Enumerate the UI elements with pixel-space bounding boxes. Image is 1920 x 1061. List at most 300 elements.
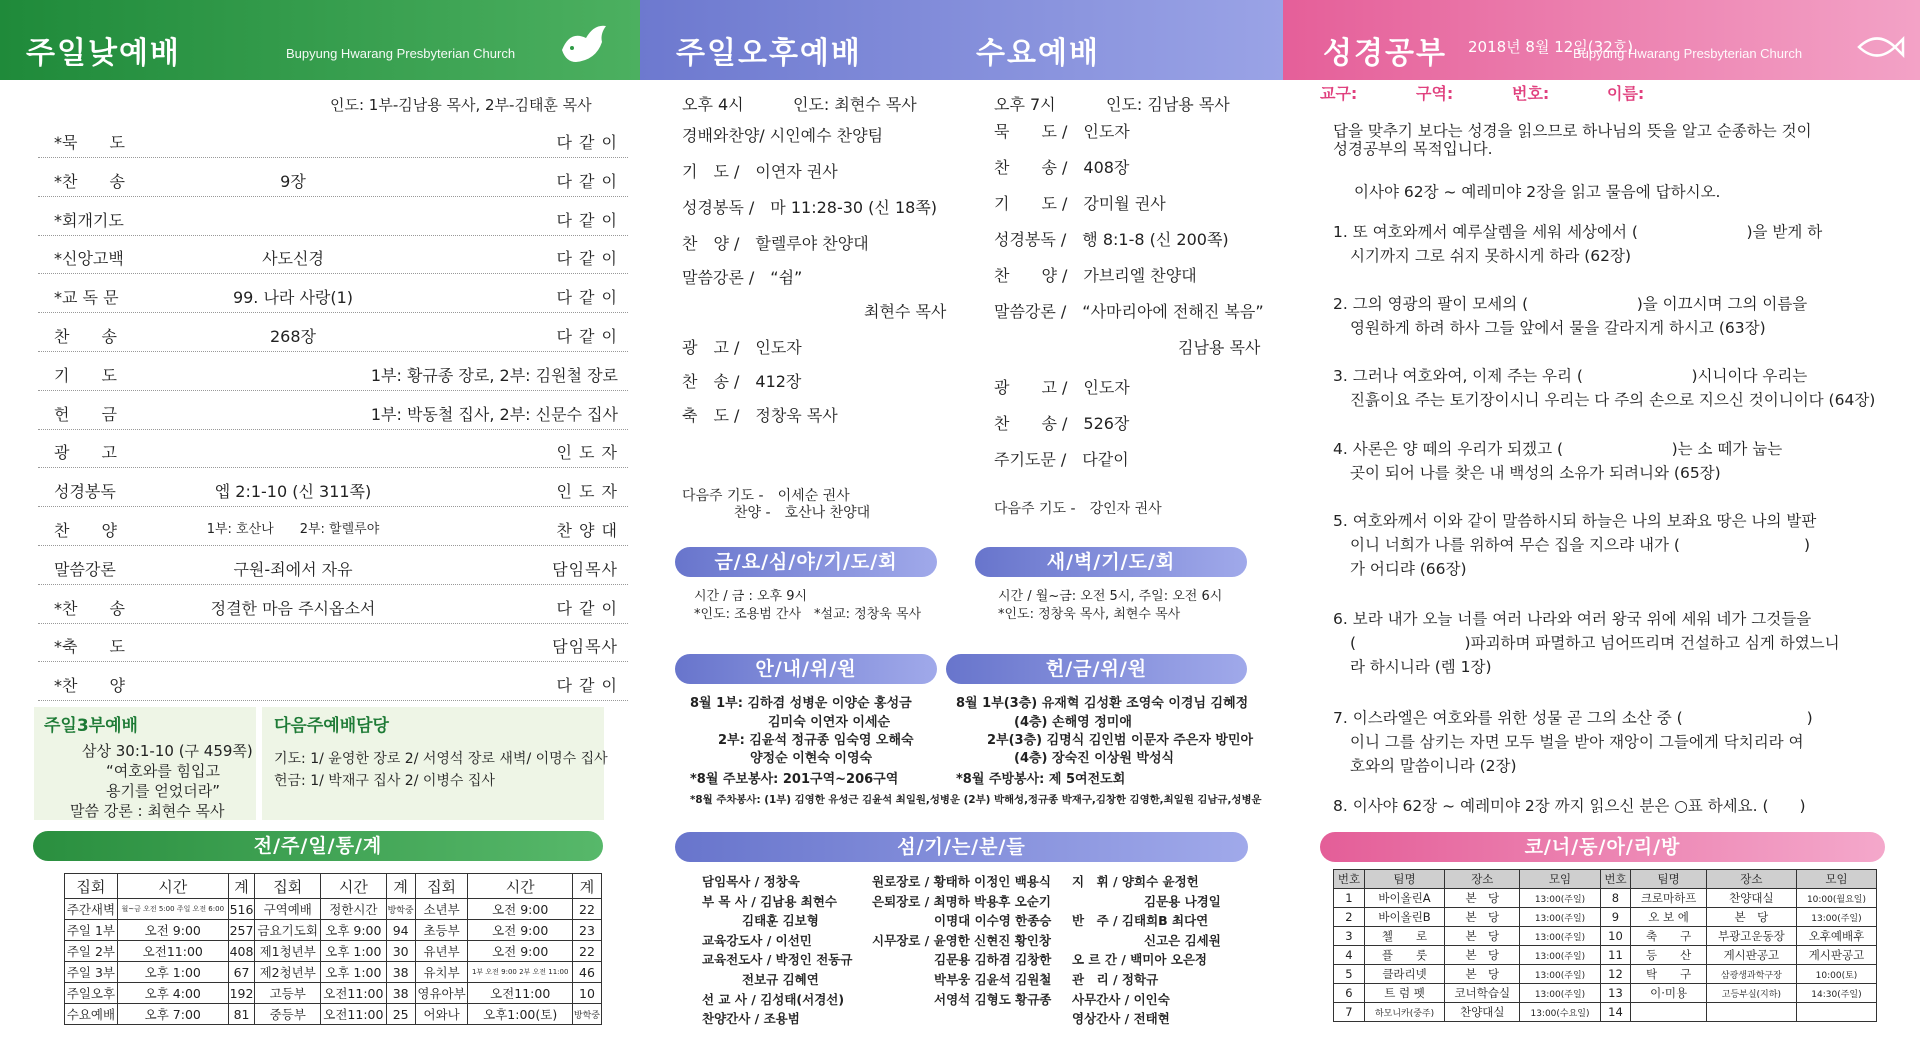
order-person: 담임목사 — [552, 559, 618, 579]
stats-header: 시간 — [321, 874, 387, 899]
club-cell: 10 — [1600, 927, 1631, 946]
order-content: 268장 — [270, 327, 316, 346]
afternoon-item: 찬 송 / 412장 — [682, 372, 802, 391]
offering-line: (4층) 장숙진 이상원 박성식 — [1014, 751, 1175, 766]
order-row — [38, 273, 628, 313]
wednesday-item: 주기도문 / 다같이 — [994, 450, 1129, 469]
stats-row — [65, 1004, 602, 1025]
afternoon-item: 경배와찬양/ 시인예수 찬양팀 — [682, 126, 884, 145]
wednesday-time: 오후 7시 — [994, 95, 1056, 114]
club-row — [1334, 1003, 1877, 1022]
stats-cell: 30 — [386, 941, 415, 962]
servant-line: 영상간사 / 전태현 — [1072, 1011, 1170, 1027]
next-week-title: 다음주예배담당 — [274, 716, 389, 736]
stats-cell: 46 — [572, 962, 601, 983]
stats-cell: 방학중 — [386, 899, 415, 920]
offering-line: *8월 주방봉사: 제 5여전도회 — [956, 772, 1126, 787]
stats-cell: 오후 7:00 — [117, 1004, 228, 1025]
stats-row — [65, 941, 602, 962]
question-line: 라 하시니라 (렘 1장) — [1350, 658, 1492, 676]
club-cell: 10:00(토) — [1796, 965, 1876, 984]
offering-line: (4층) 손해영 정미애 — [1014, 715, 1132, 730]
order-content: 1부: 호산나 2부: 할렐루야 — [206, 522, 380, 537]
order-name: *축 도 — [54, 637, 125, 657]
stats-cell: 오전 9:00 — [117, 920, 228, 941]
afternoon-item: 성경봉독 / 마 11:28-30 (신 18쪽) — [682, 198, 938, 217]
wednesday-item: 광 고 / 인도자 — [994, 378, 1130, 397]
stats-header: 시간 — [468, 874, 572, 899]
order-person: 다 같 이 — [556, 327, 618, 346]
club-header: 장소 — [1445, 870, 1520, 889]
club-cell: 13 — [1600, 984, 1631, 1003]
stats-cell: 오전 9:00 — [468, 899, 572, 920]
stats-cell: 94 — [386, 920, 415, 941]
stats-cell: 방학중 — [572, 1004, 601, 1025]
afternoon-title: 주일오후예배 — [676, 36, 862, 71]
intro-line: 성경공부의 목적입니다. — [1333, 140, 1493, 158]
question-line: 곳이 되어 나를 찾은 내 백성의 소유가 되려니와 (65장) — [1350, 464, 1721, 482]
club-cell: 크로마하프 — [1631, 889, 1706, 908]
stats-cell: 오전11:00 — [117, 941, 228, 962]
stats-cell: 주일오후 — [65, 983, 118, 1004]
club-cell: 14:30(주일) — [1796, 984, 1876, 1003]
order-content: 구원-죄에서 자유 — [233, 559, 353, 579]
club-header: 번호 — [1334, 870, 1365, 889]
order-row — [38, 196, 628, 236]
club-cell: 본 당 — [1445, 927, 1520, 946]
offering-committee-title: 헌/금/위/원 — [946, 654, 1247, 684]
question-line: 6. 보라 내가 오늘 너를 여러 나라와 여러 왕국 위에 세워 네가 그것들을 — [1333, 610, 1812, 628]
order-content: 99. 나라 사랑(1) — [232, 288, 354, 308]
stats-cell: 월~금 오전 5:00 주일 오전 6:00 — [117, 899, 228, 920]
club-cell: 본 당 — [1445, 965, 1520, 984]
club-header: 번호 — [1600, 870, 1631, 889]
servant-line: 은퇴장로 / 최명하 박용후 오순기 — [872, 893, 1051, 909]
order-row — [38, 506, 628, 546]
stats-cell: 주간새벽 — [65, 899, 118, 920]
club-cell: 오후예배후 — [1796, 927, 1876, 946]
question-line: 4. 사론은 양 떼의 우리가 되겠고 ( )는 소 떼가 눕는 — [1333, 440, 1783, 458]
servant-line: 찬양간사 / 조용범 — [702, 1011, 800, 1027]
club-cell: 13:00(주일) — [1520, 984, 1600, 1003]
club-cell: 14 — [1600, 1003, 1631, 1022]
question-line: ( )파괴하며 파멸하고 넘어뜨리며 건설하고 심게 하였느니 — [1350, 634, 1840, 652]
stats-cell: 25 — [386, 1004, 415, 1025]
order-row — [38, 312, 628, 352]
club-cell: 13:00(주일) — [1520, 889, 1600, 908]
order-person: 인 도 자 — [556, 443, 618, 463]
club-cell: 13:00(주일) — [1520, 946, 1600, 965]
servant-line: 교육전도사 / 박정인 전동규 — [702, 952, 853, 968]
wednesday-item: 기 도 / 강미월 권사 — [994, 194, 1166, 213]
dove-icon — [556, 20, 610, 68]
bible-title: 성경공부 — [1323, 36, 1447, 71]
club-table — [1333, 869, 1877, 1022]
offering-line: 8월 1부(3층) 유재혁 김성환 조영숙 이경님 김혜정 — [956, 696, 1249, 711]
stats-cell: 516 — [228, 899, 255, 920]
stats-cell: 38 — [386, 983, 415, 1004]
order-name: 말씀강론 — [54, 559, 116, 579]
servant-line: 반 주 / 김태희B 최다연 — [1072, 913, 1209, 929]
wednesday-item: 성경봉독 / 행 8:1-8 (신 200쪽) — [994, 230, 1229, 249]
stats-cell: 오후 9:00 — [321, 920, 387, 941]
wednesday-leader: 인도: 김남용 목사 — [1106, 95, 1230, 114]
stats-cell: 제1청년부 — [255, 941, 321, 962]
club-cell: 10:00(월요일) — [1796, 889, 1876, 908]
stats-cell: 주일 1부 — [65, 920, 118, 941]
servant-line: 서영석 김형도 황규종 — [934, 991, 1052, 1007]
club-cell: 찬양대실 — [1706, 889, 1796, 908]
order-person: 다 같 이 — [556, 676, 618, 696]
stats-cell: 오전11:00 — [321, 983, 387, 1004]
question-line: 7. 이스라엘은 여호와를 위한 성물 곧 그의 소산 중 ( ) — [1333, 709, 1813, 727]
field-name: 이름: — [1607, 84, 1645, 103]
order-content: 9장 — [280, 171, 306, 191]
header-bible — [1283, 0, 1920, 80]
stats-header: 집회 — [255, 874, 321, 899]
stats-cell: 오전11:00 — [468, 983, 572, 1004]
order-person: 다 같 이 — [556, 210, 618, 230]
servants-title: 섬/기/는/분/들 — [675, 832, 1248, 862]
order-person: 인 도 자 — [556, 482, 618, 502]
stats-row — [65, 920, 602, 941]
club-cell: 플 룻 — [1364, 946, 1444, 965]
stats-cell: 오전11:00 — [321, 1004, 387, 1025]
order-name: *찬 송 — [54, 171, 125, 191]
church-name-2: Bupyung Hwarang Presbyterian Church — [1573, 46, 1803, 61]
stats-cell: 23 — [572, 920, 601, 941]
wednesday-item: 찬 송 / 408장 — [994, 158, 1130, 177]
club-cell — [1706, 1003, 1796, 1022]
club-cell — [1631, 1003, 1706, 1022]
field-number: 번호: — [1512, 84, 1550, 103]
question-line: 2. 그의 영광의 팔이 모세의 ( )을 이끄시며 그의 이름을 — [1333, 295, 1808, 313]
club-cell: 찬양대실 — [1445, 1003, 1520, 1022]
club-cell: 트 럼 펫 — [1364, 984, 1444, 1003]
order-name: 헌 금 — [54, 404, 117, 424]
order-name: 성경봉독 — [54, 482, 116, 502]
order-row — [38, 622, 628, 662]
wednesday-item: 찬 송 / 526장 — [994, 414, 1130, 433]
stats-cell: 오후 1:00 — [321, 941, 387, 962]
order-content: 엡 2:1-10 (신 311쪽) — [214, 482, 372, 502]
afternoon-next-prayer: 다음주 기도 - 이세순 권사 — [682, 488, 850, 504]
stats-header: 집회 — [65, 874, 118, 899]
wednesday-item: 김남용 목사 — [1178, 338, 1261, 357]
club-row — [1334, 927, 1877, 946]
club-cell: 등 산 — [1631, 946, 1706, 965]
club-cell: 코너학습실 — [1445, 984, 1520, 1003]
club-cell: 3 — [1334, 927, 1365, 946]
club-cell: 게시판공고 — [1706, 946, 1796, 965]
afternoon-item: 광 고 / 인도자 — [682, 338, 802, 357]
club-cell: 이·미용 — [1631, 984, 1706, 1003]
club-row — [1334, 946, 1877, 965]
order-row — [38, 390, 628, 430]
club-cell: 고등부실(지하) — [1706, 984, 1796, 1003]
servant-line: 오 르 간 / 백미아 오은정 — [1072, 952, 1207, 968]
order-name: *묵 도 — [54, 133, 125, 152]
order-name: 찬 양 — [54, 521, 117, 540]
stats-row — [65, 983, 602, 1004]
stats-cell: 22 — [572, 941, 601, 962]
field-section: 구역: — [1416, 84, 1454, 103]
stats-cell: 소년부 — [415, 899, 468, 920]
afternoon-next-praise: 찬양 - 호산나 찬양대 — [734, 505, 871, 521]
field-district: 교구: — [1320, 84, 1358, 103]
club-cell: 1 — [1334, 889, 1365, 908]
question-line: 가 어디랴 (66장) — [1350, 560, 1467, 578]
servant-line: 사무간사 / 이인숙 — [1072, 991, 1170, 1007]
fish-icon — [1855, 32, 1905, 62]
stats-cell: 제2청년부 — [255, 962, 321, 983]
stats-header: 시간 — [117, 874, 228, 899]
order-row — [38, 545, 628, 585]
friday-leaders: *인도: 조용범 간사 *설교: 정창욱 목사 — [694, 607, 922, 622]
club-cell: 탁 구 — [1631, 965, 1706, 984]
club-cell: 2 — [1334, 908, 1365, 927]
stats-cell: 오전 9:00 — [468, 941, 572, 962]
stats-cell: 408 — [228, 941, 255, 962]
club-cell: 하모니카(중주) — [1364, 1003, 1444, 1022]
club-cell: 삼광생과학구장 — [1706, 965, 1796, 984]
dawn-prayer-title: 새/벽/기/도/회 — [975, 547, 1247, 577]
friday-prayer-title: 금/요/심/야/기/도/회 — [675, 547, 937, 577]
wednesday-item: 묵 도 / 인도자 — [994, 122, 1130, 141]
question-line: 1. 또 여호와께서 예루살렘을 세워 세상에서 ( )을 받게 하 — [1333, 223, 1823, 241]
order-person: 다 같 이 — [556, 249, 618, 269]
order-name: 찬 송 — [54, 327, 117, 346]
stats-cell: 오후 1:00 — [321, 962, 387, 983]
stats-cell: 금요기도회 — [255, 920, 321, 941]
third-line: 말씀 강론 : 최현수 목사 — [70, 802, 225, 820]
stats-cell: 오전 9:00 — [468, 920, 572, 941]
club-cell: 게시판공고 — [1796, 946, 1876, 965]
club-cell: 바이올린A — [1364, 889, 1444, 908]
stats-cell: 192 — [228, 983, 255, 1004]
club-cell: 13:00(주일) — [1520, 965, 1600, 984]
stats-cell: 구역예배 — [255, 899, 321, 920]
afternoon-item: 최현수 목사 — [864, 302, 947, 321]
servant-line: 박부웅 김윤석 김원철 — [934, 972, 1052, 987]
club-cell: 본 당 — [1706, 908, 1796, 927]
stats-cell: 주일 3부 — [65, 962, 118, 983]
intro-line: 답을 맞추기 보다는 성경을 읽으므로 하나님의 뜻을 알고 순종하는 것이 — [1333, 122, 1812, 140]
stats-cell: 1부 오전 9:00 2부 오전 11:00 — [468, 962, 572, 983]
question-line: 이니 그를 삼키는 자면 모두 벌을 받아 재앙이 그들에게 닥치리라 여 — [1350, 733, 1804, 751]
question-line: 영원하게 하려 하사 그들 앞에서 물을 갈라지게 하시고 (63장) — [1350, 319, 1766, 337]
stats-cell: 정한시간 — [321, 899, 387, 920]
stats-cell: 257 — [228, 920, 255, 941]
order-row — [38, 157, 628, 197]
order-person: 담임목사 — [552, 637, 618, 657]
club-cell: 8 — [1600, 889, 1631, 908]
servant-line: 교육강도사 / 이선민 — [702, 932, 812, 948]
stats-cell: 수요예배 — [65, 1004, 118, 1025]
club-title: 코/너/동/아/리/방 — [1320, 832, 1885, 862]
stats-cell: 38 — [386, 962, 415, 983]
club-cell: 클라리넷 — [1364, 965, 1444, 984]
wednesday-item: 말씀강론 / “사마리아에 전해진 복음” — [994, 302, 1264, 321]
order-row — [38, 118, 628, 158]
club-cell: 13:00(수요일) — [1520, 1003, 1600, 1022]
afternoon-item: 기 도 / 이연자 권사 — [682, 162, 838, 181]
guide-line: *8월 주보봉사: 201구역~206구역 — [690, 772, 899, 787]
third-line: 용기를 얻었더라” — [106, 782, 220, 800]
stats-header: 계 — [228, 874, 255, 899]
club-row — [1334, 908, 1877, 927]
guide-line: 8월 1부: 김하겸 성병운 이양순 홍성금 — [690, 696, 912, 711]
club-row — [1334, 965, 1877, 984]
stats-header: 계 — [386, 874, 415, 899]
servant-line: 담임목사 / 정창욱 — [702, 874, 800, 889]
stats-cell: 유치부 — [415, 962, 468, 983]
stats-cell: 중등부 — [255, 1004, 321, 1025]
service-leaders: 인도: 1부-김남용 목사, 2부-김태훈 목사 — [330, 96, 592, 114]
stats-cell: 고등부 — [255, 983, 321, 1004]
issue-date: 2018년 8월 12일(32호) — [1468, 38, 1634, 56]
club-header: 모임 — [1796, 870, 1876, 889]
stats-cell: 초등부 — [415, 920, 468, 941]
stats-row — [65, 962, 602, 983]
servant-line: 전보규 김혜연 — [742, 972, 819, 987]
club-cell: 4 — [1334, 946, 1365, 965]
afternoon-item: 말씀강론 / “쉼” — [682, 268, 803, 287]
guide-committee-title: 안/내/위/원 — [675, 654, 937, 684]
order-person: 1부: 황규종 장로, 2부: 김원철 장로 — [370, 365, 618, 385]
third-line: “여호와를 힘입고 — [106, 762, 220, 780]
order-row — [38, 234, 628, 274]
wednesday-title: 수요예배 — [976, 36, 1100, 71]
stats-cell: 영유아부 — [415, 983, 468, 1004]
order-person: 다 같 이 — [556, 598, 618, 618]
header-sunday — [0, 0, 640, 80]
servant-line: 시무장로 / 윤영한 신현진 황인창 — [872, 932, 1051, 948]
servant-line: 선 교 사 / 김성태(서경선) — [702, 991, 845, 1007]
stats-row — [65, 899, 602, 920]
club-cell: 11 — [1600, 946, 1631, 965]
club-row — [1334, 984, 1877, 1003]
guide-line: *8월 주차봉사: (1부) 김영한 유성근 김윤석 최일원,성병운 (2부) 박해성,정규종 박재구,김창한 김영한,최일원 김남규,성병운 — [690, 794, 1262, 806]
club-cell: 본 당 — [1445, 889, 1520, 908]
stats-title: 전/주/일/통/계 — [33, 831, 603, 861]
order-row — [38, 428, 628, 468]
question-line: 시기까지 그로 쉬지 못하시게 하라 (62장) — [1350, 247, 1632, 265]
afternoon-item: 축 도 / 정창욱 목사 — [682, 406, 838, 425]
club-cell: 6 — [1334, 984, 1365, 1003]
third-line: 삼상 30:1-10 (구 459쪽) — [82, 742, 253, 760]
question-line: 진흙이요 주는 토기장이시니 우리는 다 주의 손으로 지으신 것이니이다 (64장) — [1350, 391, 1876, 409]
club-cell: 부광고운동장 — [1706, 927, 1796, 946]
servant-line: 김문용 김하겸 김창한 — [934, 952, 1052, 968]
question-line: 5. 여호와께서 이와 같이 말씀하시되 하늘은 나의 보좌요 땅은 나의 발판 — [1333, 512, 1817, 530]
club-cell: 12 — [1600, 965, 1631, 984]
stats-cell: 22 — [572, 899, 601, 920]
stats-cell: 오후1:00(토) — [468, 1004, 572, 1025]
servant-line: 김문용 나경일 — [1144, 893, 1221, 909]
order-name: *회개기도 — [54, 210, 124, 230]
club-cell: 13:00(주일) — [1520, 927, 1600, 946]
order-name: 광 고 — [54, 443, 117, 463]
club-cell: 9 — [1600, 908, 1631, 927]
order-name: *찬 송 — [54, 598, 125, 618]
third-service-title: 주일3부예배 — [44, 716, 138, 736]
servant-line: 원로장로 / 황태하 이정인 백용식 — [872, 874, 1051, 889]
stats-cell: 81 — [228, 1004, 255, 1025]
friday-time: 시간 / 금 : 오후 9시 — [694, 589, 808, 604]
club-header: 팀명 — [1364, 870, 1444, 889]
afternoon-time: 오후 4시 — [682, 95, 744, 114]
stats-cell: 오후 4:00 — [117, 983, 228, 1004]
club-cell: 축 구 — [1631, 927, 1706, 946]
club-cell: 13:00(주일) — [1520, 908, 1600, 927]
club-cell: 7 — [1334, 1003, 1365, 1022]
order-name: *교 독 문 — [54, 288, 119, 308]
stats-cell: 주일 2부 — [65, 941, 118, 962]
next-week-line: 기도: 1/ 윤영한 장로 2/ 서영석 장로 새벽/ 이명수 집사 — [274, 751, 608, 767]
club-cell: 바이올린B — [1364, 908, 1444, 927]
club-header: 장소 — [1706, 870, 1796, 889]
guide-line: 김미숙 이연자 이세순 — [768, 715, 891, 730]
order-row — [38, 661, 628, 701]
club-cell: 본 당 — [1445, 946, 1520, 965]
club-cell — [1796, 1003, 1876, 1022]
wednesday-item: 찬 양 / 가브리엘 찬양대 — [994, 266, 1197, 285]
church-name: Bupyung Hwarang Presbyterian Church — [286, 46, 516, 61]
question-line: 8. 이사야 62장 ~ 예레미야 2장 까지 읽으신 분은 ○표 하세요. ( ) — [1333, 797, 1806, 815]
order-row — [38, 584, 628, 624]
guide-line: 2부: 김윤석 정규종 임숙영 오해숙 — [718, 733, 914, 748]
stats-header: 계 — [572, 874, 601, 899]
stats-cell: 어와나 — [415, 1004, 468, 1025]
servant-line: 부 목 사 / 김남용 최현수 — [702, 893, 837, 909]
instruction: 이사야 62장 ~ 예레미야 2장을 읽고 물음에 답하시오. — [1354, 183, 1721, 201]
question-line: 3. 그러나 여호와여, 이제 주는 우리 ( )시니이다 우리는 — [1333, 367, 1808, 385]
order-name: 기 도 — [54, 365, 117, 385]
offering-line: 2부(3층) 김명식 김인범 이문자 주은자 방민아 — [987, 733, 1254, 748]
order-content: 정결한 마음 주시옵소서 — [210, 598, 376, 618]
club-cell: 5 — [1334, 965, 1365, 984]
club-cell: 오 보 에 — [1631, 908, 1706, 927]
order-name: *찬 양 — [54, 676, 125, 696]
club-row — [1334, 889, 1877, 908]
order-name: *신앙고백 — [54, 249, 124, 269]
servant-line: 관 리 / 정학규 — [1072, 972, 1159, 987]
dawn-time: 시간 / 월~금: 오전 5시, 주일: 오전 6시 — [998, 589, 1223, 604]
attendance-table — [64, 873, 602, 1025]
club-cell: 본 당 — [1445, 908, 1520, 927]
stats-cell: 유년부 — [415, 941, 468, 962]
order-person: 1부: 박동철 집사, 2부: 신문수 집사 — [370, 404, 618, 424]
club-header: 팀명 — [1631, 870, 1706, 889]
order-person: 다 같 이 — [556, 288, 618, 308]
question-line: 호와의 말씀이니라 (2장) — [1350, 757, 1517, 775]
order-content: 사도신경 — [262, 249, 324, 269]
next-week-line: 헌금: 1/ 박재구 집사 2/ 이병수 집사 — [274, 773, 495, 789]
stats-cell: 오후 1:00 — [117, 962, 228, 983]
servant-line: 신고은 김세원 — [1144, 932, 1221, 948]
club-header: 모임 — [1520, 870, 1600, 889]
servant-line: 이명대 이수영 한종승 — [934, 913, 1052, 929]
order-row — [38, 467, 628, 507]
order-person: 다 같 이 — [556, 171, 618, 191]
order-person: 찬 양 대 — [556, 521, 618, 540]
order-row — [38, 351, 628, 391]
afternoon-leader: 인도: 최현수 목사 — [793, 95, 917, 114]
dawn-leaders: *인도: 정창욱 목사, 최현수 목사 — [998, 607, 1181, 622]
stats-cell: 67 — [228, 962, 255, 983]
servant-line: 김태훈 김보형 — [742, 913, 819, 929]
